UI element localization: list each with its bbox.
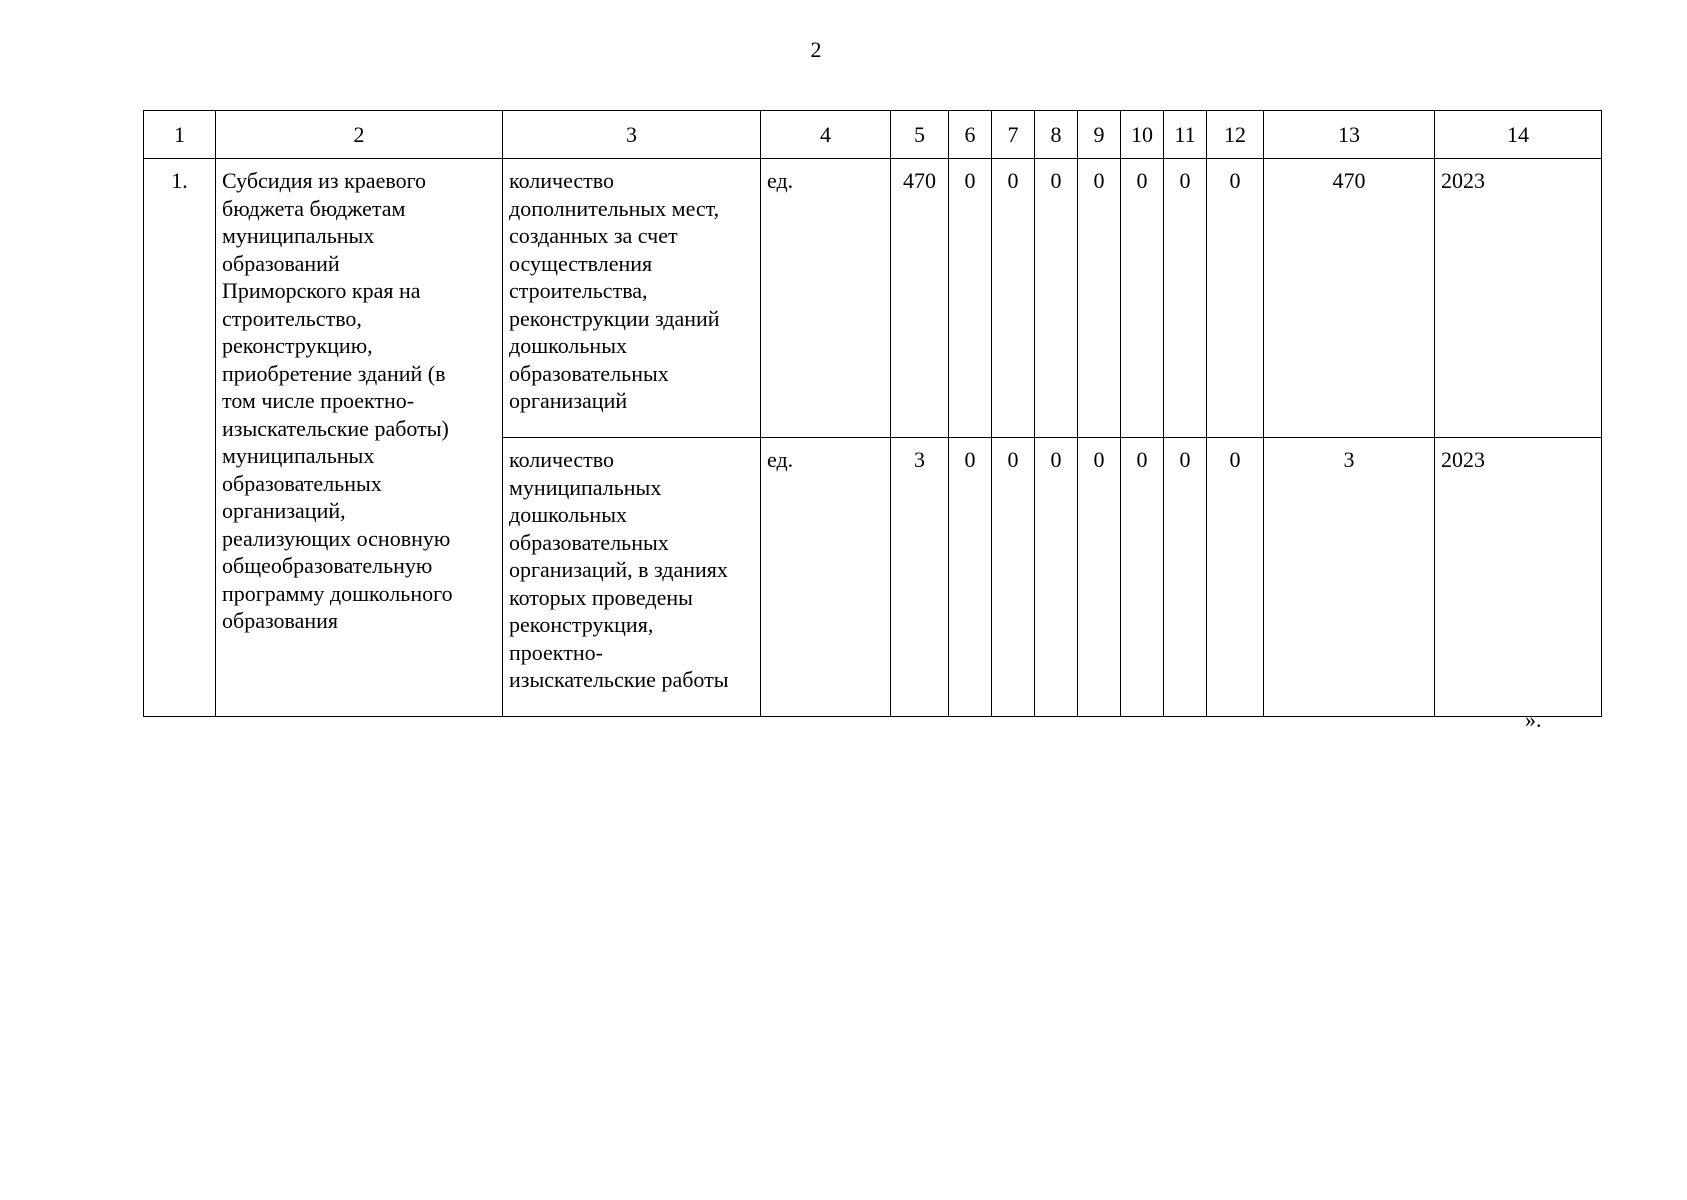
header-cell: 13 xyxy=(1264,111,1435,159)
row-number: 1. xyxy=(144,159,216,717)
indicator-value: 3 xyxy=(891,438,949,717)
indicator-total: 3 xyxy=(1264,438,1435,717)
closing-quote: ». xyxy=(1525,707,1542,732)
header-cell: 6 xyxy=(949,111,992,159)
table-header-row xyxy=(144,111,1602,159)
indicator-value: 0 xyxy=(949,438,992,717)
table-row xyxy=(144,159,1602,438)
subsidy-name: Субсидия из краевого бюджета бюджетам муниципальных образований Приморского края на строительство, реконструкцию, приобретение зданий (в том числе проектно- изыскательские работы) муниципальных образовательных организаций, реализующих основную общеобразовательную программу дошкольного образования xyxy=(216,159,503,717)
indicator-value: 0 xyxy=(1078,438,1121,717)
indicator-name: количество муниципальных дошкольных образовательных организаций, в зданиях которых проведены реконструкция, проектно- изыскательские работы xyxy=(503,438,761,717)
header-cell: 11 xyxy=(1164,111,1207,159)
header-cell: 8 xyxy=(1035,111,1078,159)
indicator-year: 2023 xyxy=(1435,438,1602,717)
indicators-table xyxy=(143,110,1602,717)
indicator-value: 470 xyxy=(891,159,949,438)
indicator-year: 2023 xyxy=(1435,159,1602,438)
header-cell: 2 xyxy=(216,111,503,159)
header-cell: 5 xyxy=(891,111,949,159)
header-cell: 1 xyxy=(144,111,216,159)
indicator-total: 470 xyxy=(1264,159,1435,438)
header-cell: 7 xyxy=(992,111,1035,159)
indicator-value: 0 xyxy=(1207,159,1264,438)
indicator-value: 0 xyxy=(992,159,1035,438)
indicator-value: 0 xyxy=(1035,438,1078,717)
header-cell: 4 xyxy=(761,111,891,159)
indicator-value: 0 xyxy=(1207,438,1264,717)
indicator-value: 0 xyxy=(1164,438,1207,717)
header-cell: 3 xyxy=(503,111,761,159)
indicator-value: 0 xyxy=(1078,159,1121,438)
header-cell: 10 xyxy=(1121,111,1164,159)
indicator-value: 0 xyxy=(1164,159,1207,438)
indicator-value: 0 xyxy=(1035,159,1078,438)
header-cell: 9 xyxy=(1078,111,1121,159)
indicator-value: 0 xyxy=(992,438,1035,717)
indicator-value: 0 xyxy=(949,159,992,438)
header-cell: 12 xyxy=(1207,111,1264,159)
indicator-name: количество дополнительных мест, созданных за счет осуществления строительства, реконструкции зданий дошкольных образовательных организаций xyxy=(503,159,761,438)
indicator-unit: ед. xyxy=(761,159,891,438)
indicator-value: 0 xyxy=(1121,438,1164,717)
header-cell: 14 xyxy=(1435,111,1602,159)
indicator-unit: ед. xyxy=(761,438,891,717)
indicator-value: 0 xyxy=(1121,159,1164,438)
page-number: 2 xyxy=(810,37,822,62)
